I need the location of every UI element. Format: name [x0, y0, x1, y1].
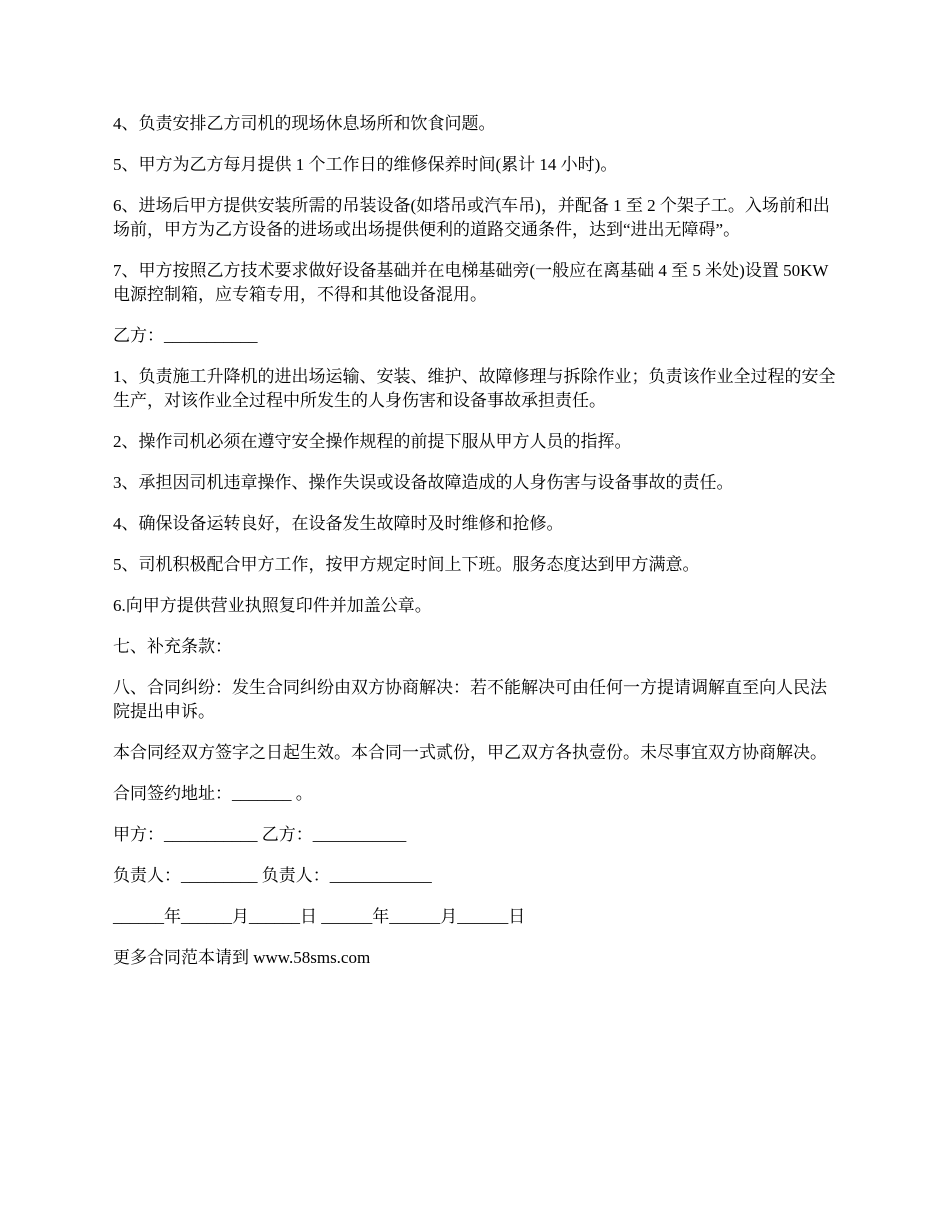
paragraph-clause-6: 6、进场后甲方提供安装所需的吊装设备(如塔吊或汽车吊)，并配备 1 至 2 个架子工。入场前和出场前，甲方为乙方设备的进场或出场提供便利的道路交通条件，达到“进出无障碍”。 — [113, 196, 830, 239]
paragraph-clause-5: 5、甲方为乙方每月提供 1 个工作日的维修保养时间(累计 14 小时)。 — [113, 155, 618, 174]
responsible-person-line: 负责人：_________ 负责人：____________ — [113, 866, 432, 885]
signing-address-line: 合同签约地址：_______ 。 — [113, 784, 313, 803]
paragraph-b-clause-3: 3、承担因司机违章操作、操作失误或设备故障造成的人身伤害与设备事故的责任。 — [113, 473, 734, 492]
footer-more-templates: 更多合同范本请到 www.58sms.com — [113, 948, 371, 967]
parties-signature-line: 甲方：___________ 乙方：___________ — [113, 825, 407, 844]
section-supplementary-terms: 七、补充条款： — [113, 637, 232, 656]
paragraph-clause-4: 4、负责安排乙方司机的现场休息场所和饮食问题。 — [113, 114, 496, 133]
paragraph-effectiveness: 本合同经双方签字之日起生效。本合同一式贰份，甲乙双方各执壹份。未尽事宜双方协商解决。 — [113, 743, 827, 762]
paragraph-b-clause-6: 6.向甲方提供营业执照复印件并加盖公章。 — [113, 596, 432, 615]
paragraph-b-clause-2: 2、操作司机必须在遵守安全操作规程的前提下服从甲方人员的指挥。 — [113, 432, 632, 451]
date-line: ______年______月______日 ______年______月______日 — [113, 907, 526, 926]
section-contract-disputes: 八、合同纠纷：发生合同纠纷由双方协商解决：若不能解决可由任何一方提请调解直至向人民法院提出申诉。 — [113, 678, 827, 721]
paragraph-b-clause-5: 5、司机积极配合甲方工作，按甲方规定时间上下班。服务态度达到甲方满意。 — [113, 555, 700, 574]
document-page — [113, 112, 840, 987]
paragraph-clause-7: 7、甲方按照乙方技术要求做好设备基础并在电梯基础旁(一般应在离基础 4 至 5 米处)设置 50KW 电源控制箱，应专箱专用，不得和其他设备混用。 — [113, 261, 829, 304]
party-b-heading: 乙方：___________ — [113, 326, 258, 345]
paragraph-b-clause-4: 4、确保设备运转良好，在设备发生故障时及时维修和抢修。 — [113, 514, 564, 533]
paragraph-b-clause-1: 1、负责施工升降机的进出场运输、安装、维护、故障修理与拆除作业；负责该作业全过程的安全生产，对该作业全过程中所发生的人身伤害和设备事故承担责任。 — [113, 367, 836, 410]
